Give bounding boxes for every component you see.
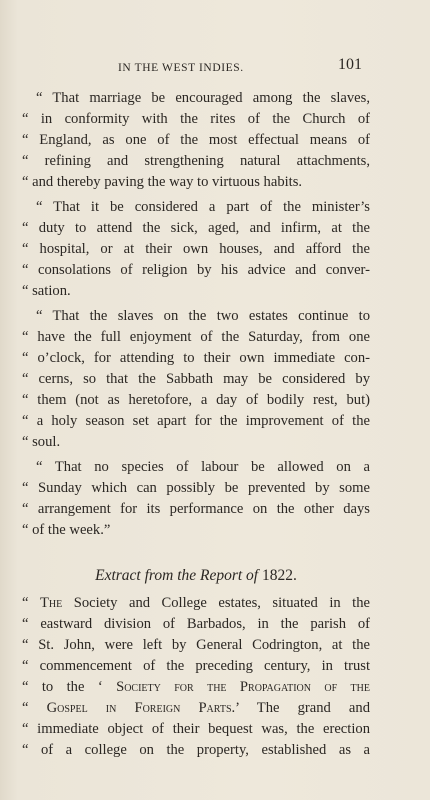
text-line: “ of the week.” — [22, 522, 111, 538]
section-heading — [22, 563, 370, 589]
text-line: “ a holy season set apart for the improvement of the — [22, 413, 370, 429]
text-line: “ cerns, so that the Sabbath may be considered by — [22, 371, 370, 387]
text-line: “ eastward division of Barbados, in the parish of — [22, 616, 370, 632]
text-line: “ duty to attend the sick, aged, and infirm, at the — [22, 220, 370, 236]
heading-year: 1822. — [262, 567, 297, 584]
text-line: “ immediate object of their bequest was, the erection — [22, 721, 370, 737]
page-number: 101 — [338, 56, 362, 73]
text-line: “ That it be considered a part of the minister’s — [36, 199, 370, 215]
paragraph-extract — [22, 593, 370, 761]
page-header — [0, 56, 430, 76]
text-line: “ and thereby paving the way to virtuous habits. — [22, 174, 303, 190]
paragraph-sunday-labour — [22, 457, 370, 541]
text-line: “ to the ‘ Society for the Propagation of the — [22, 679, 370, 695]
text-line: “ consolations of religion by his advice and conver- — [22, 262, 370, 278]
text-line: “ That no species of labour be allowed on a — [36, 459, 370, 475]
text-line: “ The Society and College estates, situated in the — [22, 595, 370, 611]
text-line: “ soul. — [22, 434, 61, 450]
running-head: IN THE WEST INDIES. — [118, 62, 244, 74]
text-line: “ o’clock, for attending to their own immediate con- — [22, 350, 370, 366]
text-line: “ England, as one of the most effectual means of — [22, 132, 370, 148]
text-line: “ of a college on the property, established as a — [22, 742, 370, 758]
text-line: “ refining and strengthening natural attachments, — [22, 153, 370, 169]
text-line: “ That the slaves on the two estates continue to — [36, 308, 370, 324]
text-line: “ That marriage be encouraged among the slaves, — [36, 90, 370, 106]
paragraph-minister-duty — [22, 197, 370, 302]
text-line: “ commencement of the preceding century, in trust — [22, 658, 370, 674]
heading-text: Extract from the Report of — [95, 567, 259, 584]
text-line: “ Gospel in Foreign Parts.’ The grand and — [22, 700, 370, 716]
paragraph-saturday — [22, 306, 370, 453]
text-line: “ Sunday which can possibly be prevented by some — [22, 480, 370, 496]
text-line: “ hospital, or at their own houses, and afford the — [22, 241, 370, 257]
text-line: “ arrangement for its performance on the other days — [22, 501, 370, 517]
text-line: “ St. John, were left by General Codrington, at the — [22, 637, 370, 653]
text-line: “ sation. — [22, 283, 71, 299]
text-line: “ them (not as heretofore, a day of bodily rest, but) — [22, 392, 370, 408]
paragraph-marriage — [22, 88, 370, 193]
text-line: “ have the full enjoyment of the Saturday, from one — [22, 329, 370, 345]
page-body — [22, 88, 370, 761]
text-line: “ in conformity with the rites of the Church of — [22, 111, 370, 127]
